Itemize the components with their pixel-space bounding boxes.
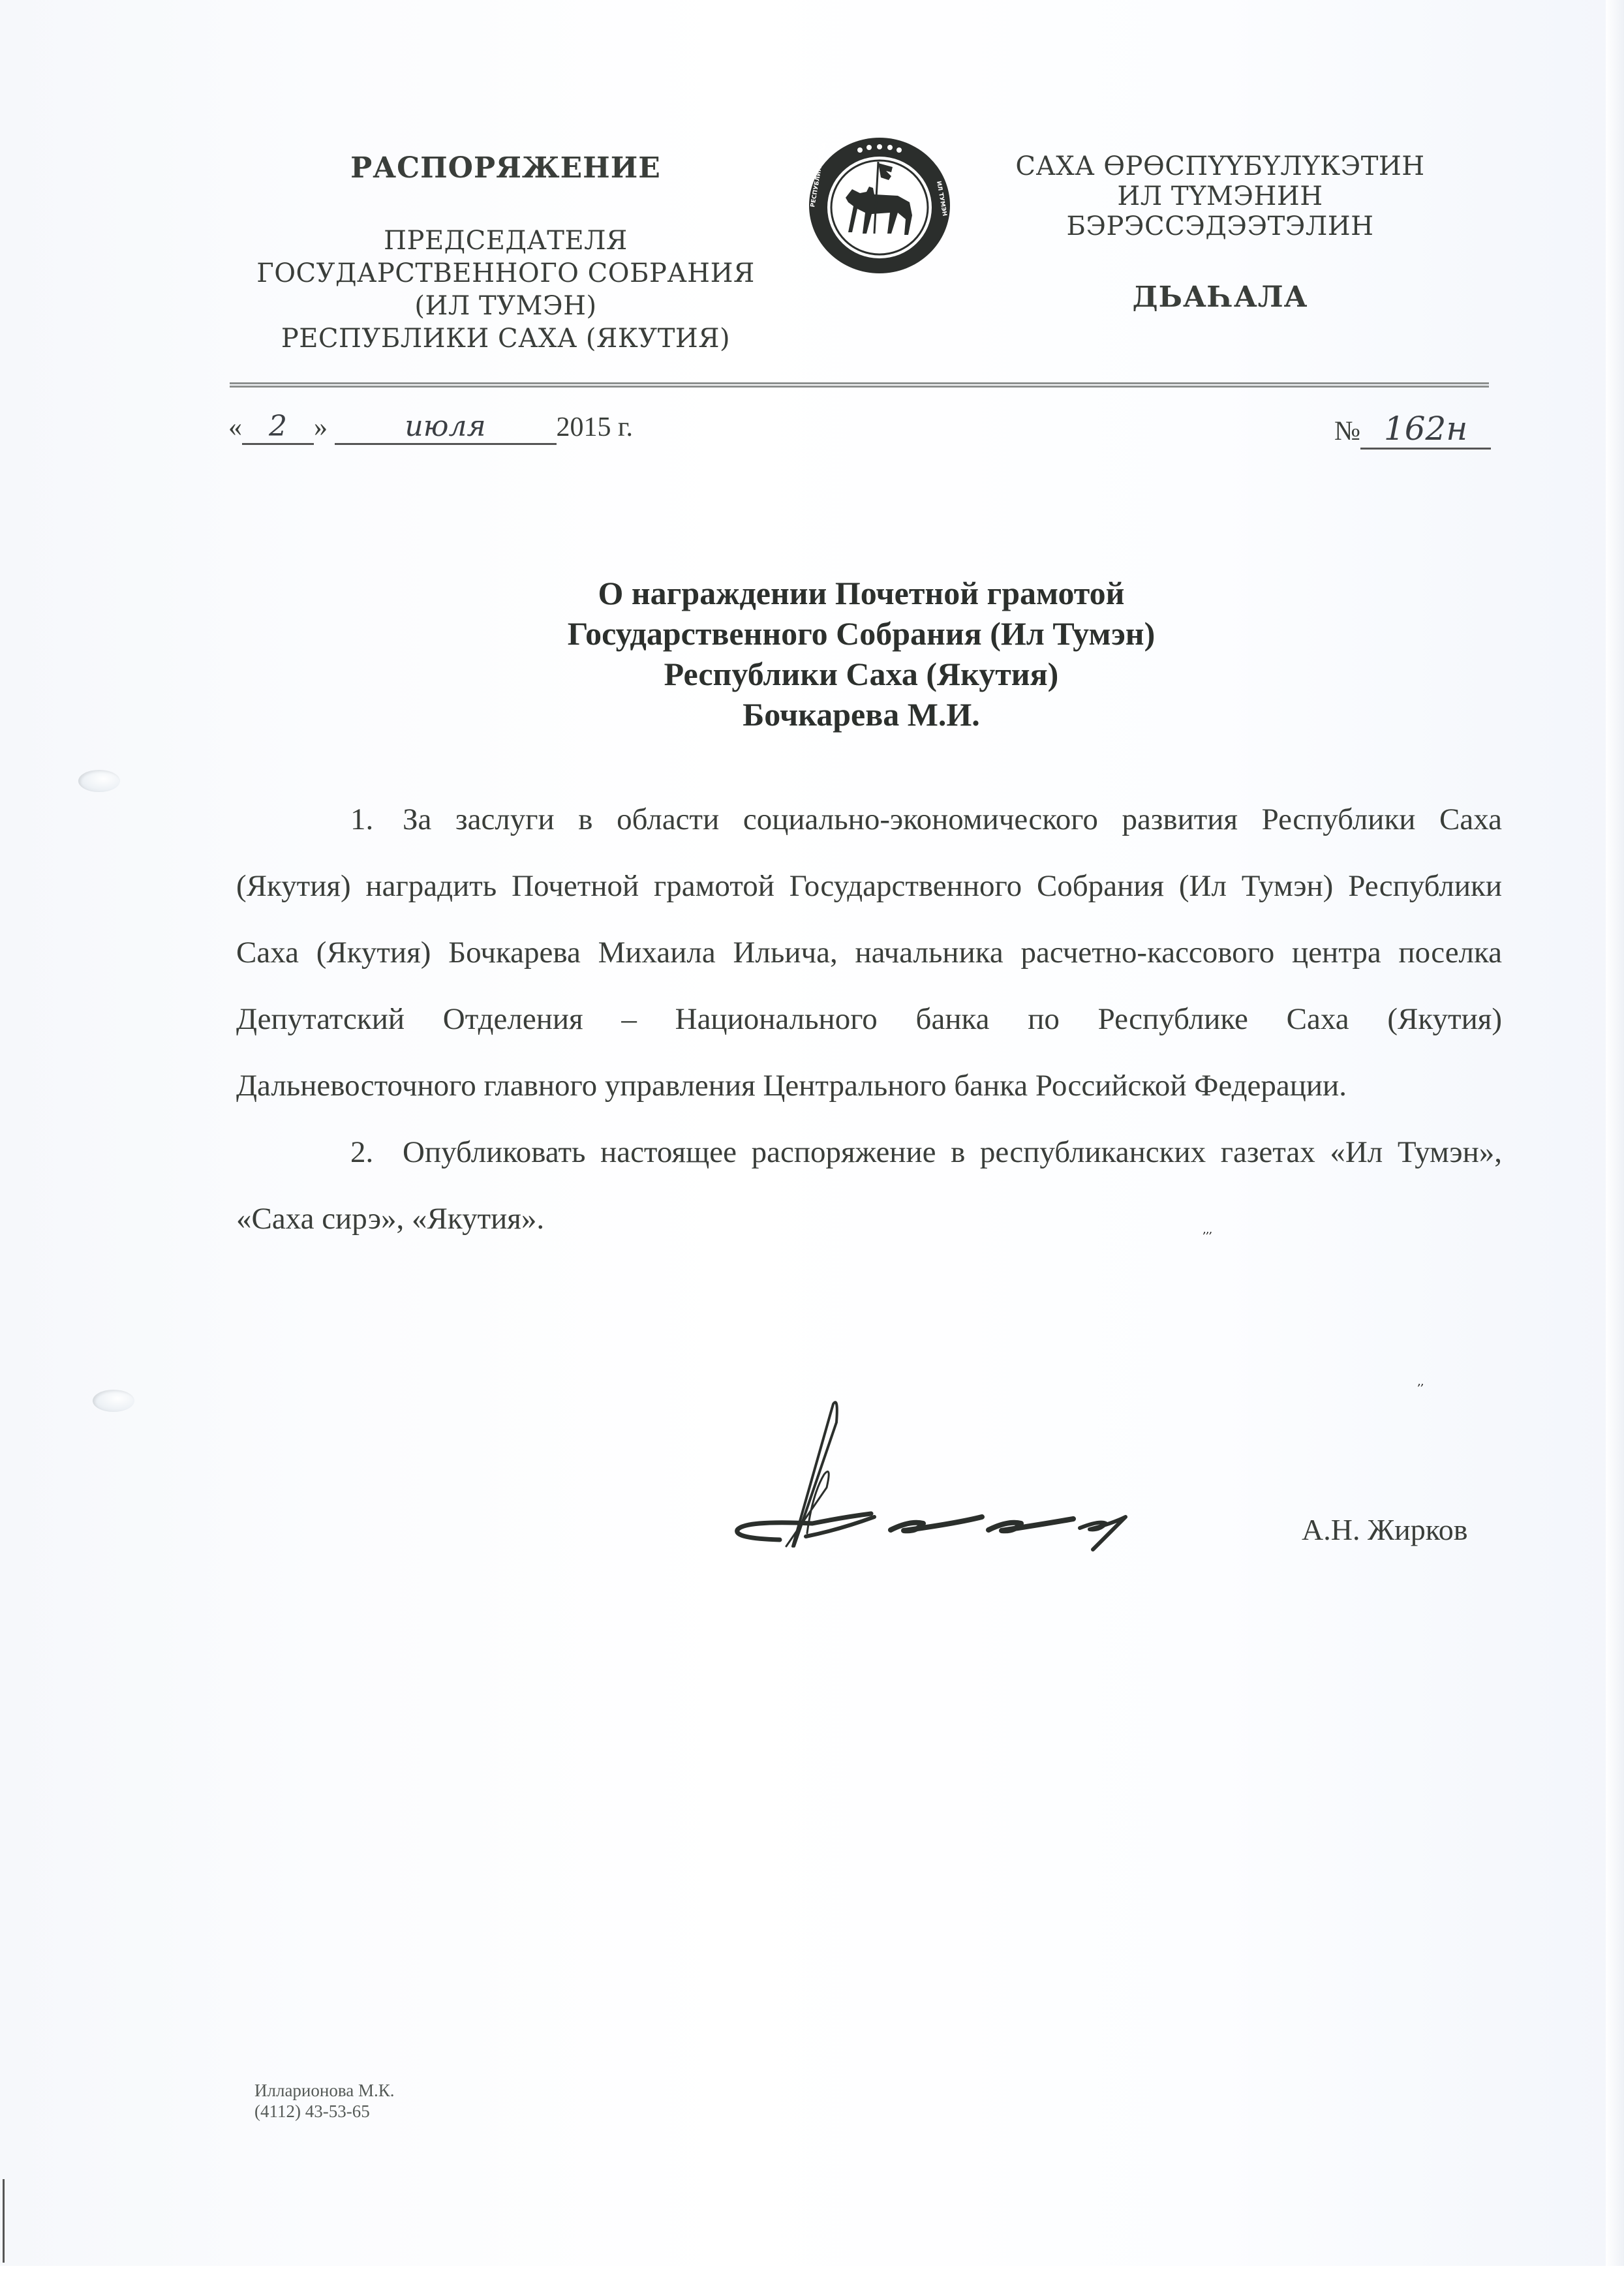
paragraph-number: 1.	[350, 802, 374, 836]
date-month: июля	[335, 410, 557, 445]
executor-phone: (4112) 43-53-65	[254, 2101, 370, 2121]
punch-hole-top	[78, 770, 120, 792]
handwritten-signature-icon	[708, 1383, 1139, 1572]
executor-info	[254, 2080, 394, 2122]
title-line: Республики Саха (Якутия)	[664, 656, 1059, 692]
scan-edge-left	[3, 2179, 5, 2263]
title-line: Государственного Собрания (Ил Тумэн)	[567, 615, 1156, 652]
issuer-line: ПРЕДСЕДАТЕЛЯ	[384, 226, 628, 256]
issuer-line: РЕСПУБЛИКИ САХА (ЯКУТИЯ)	[281, 324, 731, 354]
header-right	[966, 151, 1475, 314]
date-year: 2015 г.	[556, 412, 633, 442]
document-title	[222, 573, 1501, 735]
svg-text:ИЛ ТУМЭН: ИЛ ТУМЭН	[935, 180, 948, 217]
svg-text:РЕСПУБЛИКА САХА: РЕСПУБЛИКА САХА	[810, 142, 828, 208]
punch-hole-bottom	[93, 1390, 134, 1412]
scan-speck: ՚՚	[1417, 1382, 1424, 1395]
date-open-quote: «	[228, 412, 242, 442]
issuer-line: (ИЛ ТУМЭН)	[414, 291, 597, 321]
title-line: О награждении Почетной грамотой	[598, 575, 1125, 611]
paragraph-text: Опубликовать настоящее распоряжение в республиканских газетах «Ил Тумэн», «Саха сирэ», «Якутия».	[236, 1135, 1502, 1236]
date-line	[228, 410, 633, 445]
republic-sakha-coat-of-arms-icon	[806, 136, 953, 275]
paragraph-number: 2.	[350, 1135, 374, 1169]
paragraph-text: За заслуги в области социально-экономического развития Республики Саха (Якутия) наградить Почетной грамотой Государственного Собрания (Ил Тумэн) Республики Саха (Якутия) Бочкарева Михаила Ильича, начальника расчетно-кассового центра поселка Депутатский Отделения – Национального банка по Республике Саха (Якутия) Дальневосточного главного управления Центрального банка Российской Федерации.	[236, 802, 1502, 1103]
signer-name: А.Н. Жирков	[1302, 1513, 1468, 1546]
issuer-line-sakha: ИЛ ТҮМЭНИН	[1117, 181, 1323, 211]
executor-name: Илларионова М.К.	[254, 2081, 395, 2100]
document-body	[236, 786, 1502, 1252]
date-day: 2	[242, 410, 314, 445]
header-left	[222, 151, 789, 355]
paragraph-2	[236, 1119, 1502, 1252]
number-value: 162н	[1360, 410, 1491, 450]
scan-speck: ՚՚՚	[1203, 1230, 1212, 1243]
header-divider	[230, 382, 1489, 388]
doc-type-russian: РАСПОРЯЖЕНИЕ	[350, 151, 661, 185]
doc-type-sakha: ДЬАҺАЛА	[1132, 281, 1308, 314]
scan-edge-right	[1606, 0, 1624, 2292]
title-line: Бочкарева М.И.	[743, 696, 980, 733]
scan-edge-bottom	[0, 2266, 1624, 2292]
issuer-line: ГОСУДАРСТВЕННОГО СОБРАНИЯ	[256, 258, 755, 288]
issuer-line-sakha: БЭРЭССЭДЭЭТЭЛИН	[1066, 211, 1374, 241]
paragraph-1	[236, 786, 1502, 1119]
document-number	[1334, 410, 1491, 450]
issuer-line-sakha: САХА ӨРӨСПҮҮБҮЛҮКЭТИН	[1015, 151, 1425, 181]
date-close-quote: »	[314, 412, 328, 442]
number-label: №	[1334, 416, 1361, 446]
